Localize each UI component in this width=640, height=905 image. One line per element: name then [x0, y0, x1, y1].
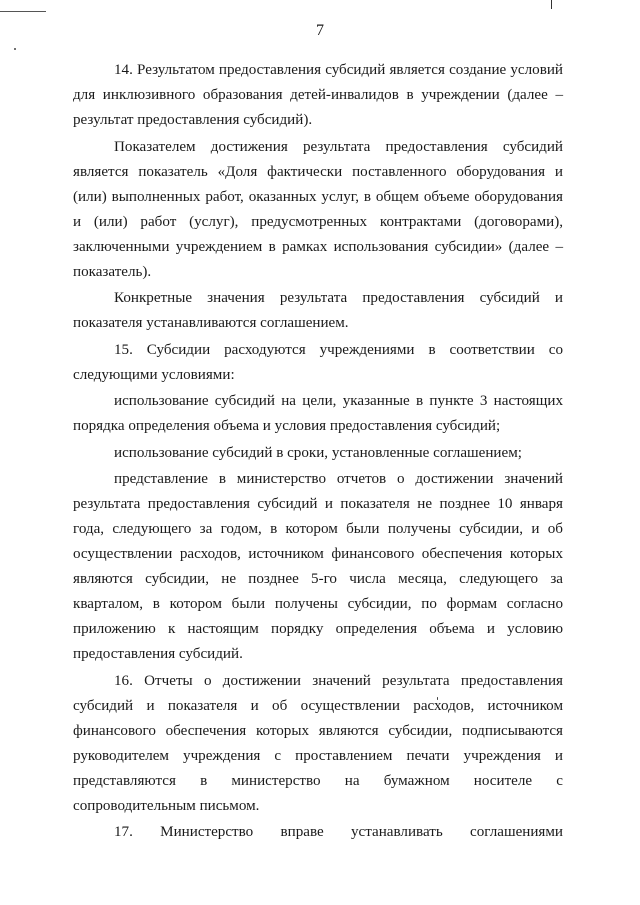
paragraph-17: 17. Министерство вправе устанавливать соглашениями: [114, 824, 563, 840]
paragraph-indicator: Показателем достижения результата предоставления субсидий является показатель «Доля фактически поставленного оборудования и (или) выполненных работ, оказанных услуг, в общем объеме оборудования и (или) работ (услуг), предусмотренных контрактами (договорами), заключенными учреждением в рамках использования субсидии» (далее – показатель).: [73, 138, 563, 280]
paragraph-15: 15. Субсидии расходуются учреждениями в соответствии со следующими условиями:: [73, 341, 563, 383]
condition-reporting: представление в министерство отчетов о достижении значений результата предоставления субсидий и показателя не позднее 10 января года, следующего за годом, в котором были получены субсидии, и об осуществлении расходов, источником финансового обеспечения которых являются субсидии, не позднее 5-го числа месяца, следующего за кварталом, в котором были получены субсидии, по формам согласно приложению к настоящим порядку определения объема и условию предоставления субсидий.: [73, 471, 563, 662]
document-body: [73, 58, 563, 847]
scan-speck: [14, 48, 16, 50]
condition-usage-purpose: использование субсидий на цели, указанные в пункте 3 настоящих порядка определения объема и условия предоставления субсидий;: [73, 393, 563, 434]
condition-usage-terms: использование субсидий в сроки, установленные соглашением;: [114, 444, 522, 461]
paragraph-14: 14. Результатом предоставления субсидий является создание условий для инклюзивного образования детей-инвалидов в учреждении (далее – результат предоставления субсидий).: [73, 62, 563, 128]
page-number: 7: [316, 22, 324, 39]
top-rule: [0, 11, 46, 12]
corner-mark: [551, 0, 552, 9]
paragraph-16: 16. Отчеты о достижении значений результата предоставления субсидий и показателя и об осуществлении расходов, источником финансового обеспечения которых являются субсидии, подписываются руководителем учреждения с проставлением печати учреждения и представляются в министерство на бумажном носителе с сопроводительным письмом.: [73, 672, 563, 814]
paragraph-values: Конкретные значения результата предоставления субсидий и показателя устанавливаются соглашением.: [73, 290, 563, 331]
